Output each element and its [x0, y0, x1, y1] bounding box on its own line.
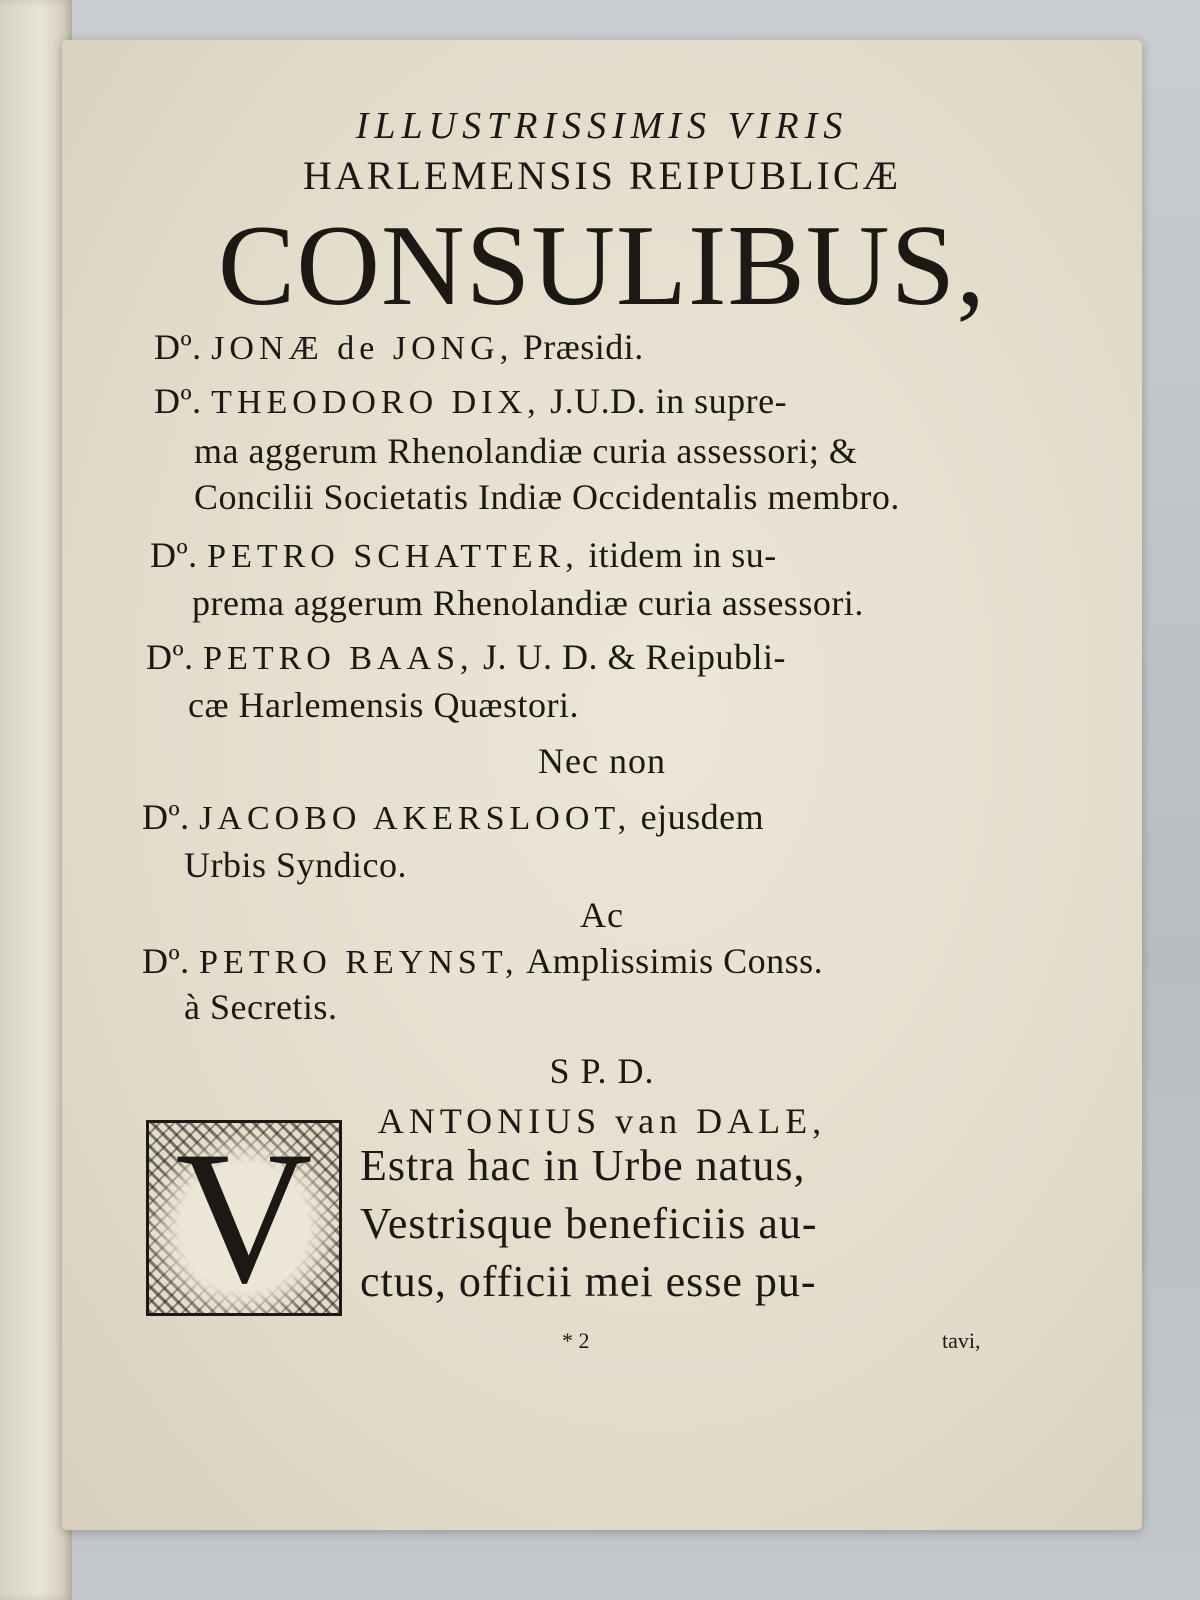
entry-name: PETRO BAAS,	[203, 640, 474, 677]
entry-baas	[146, 636, 786, 678]
entry-title: ejusdem	[631, 797, 765, 837]
entry-prefix: Dº.	[150, 535, 208, 575]
entry-name: PETRO SCHATTER,	[207, 538, 579, 575]
entry-akersloot-continuation-1: Urbis Syndico.	[184, 845, 407, 885]
entry-schatter-continuation-1: prema aggerum Rhenolandiæ curia assessori.	[192, 583, 864, 623]
body-line-1: Estra hac in Urbe natus,	[360, 1141, 806, 1190]
entry-prefix: Dº.	[154, 381, 212, 421]
author-name: ANTONIUS van DALE,	[377, 1101, 827, 1141]
entry-dix-continuation-1: ma aggerum Rhenolandiæ curia assessori; &	[194, 431, 858, 471]
entry-prefix: Dº.	[154, 327, 212, 367]
entry-baas-continuation-1: cæ Harlemensis Quæstori.	[188, 685, 579, 725]
entry-name: JACOBO AKERSLOOT,	[199, 800, 632, 837]
entry-schatter	[150, 534, 777, 576]
entry-reynst-continuation-1: à Secretis.	[184, 987, 338, 1027]
signature-mark: * 2	[562, 1328, 590, 1353]
nec-non: Nec non	[538, 741, 666, 781]
entry-title: Præsidi.	[513, 327, 644, 367]
entry-dix-continuation-2: Concilii Societatis Indiæ Occidentalis membro.	[194, 477, 900, 517]
decorated-initial	[146, 1113, 342, 1323]
entry-title: Amplissimis Conss.	[518, 941, 824, 981]
entry-name: PETRO REYNST,	[199, 944, 519, 981]
entry-prefix: Dº.	[146, 637, 204, 677]
entry-name: THEODORO DIX,	[211, 384, 541, 421]
heading-line-2: HARLEMENSIS REIPUBLICÆ	[302, 153, 902, 198]
entry-title: itidem in su-	[578, 535, 777, 575]
entry-prefix: Dº.	[142, 941, 200, 981]
entry-title: J. U. D. & Reipubli-	[473, 637, 787, 677]
entry-jong	[154, 326, 644, 368]
book-page	[62, 40, 1142, 1530]
ac: Ac	[580, 895, 624, 935]
entry-prefix: Dº.	[142, 797, 200, 837]
entry-reynst	[142, 940, 823, 982]
body-line-3: ctus, officii mei esse pu-	[360, 1257, 817, 1306]
entry-name: JONÆ de JONG,	[211, 330, 514, 367]
initial-letter: V	[149, 1123, 339, 1313]
catchword: tavi,	[942, 1328, 981, 1353]
heading-line-1: ILLUSTRISSIMIS VIRIS	[355, 105, 849, 147]
body-line-2: Vestrisque beneficiis au-	[360, 1199, 818, 1248]
salutation-spd: S P. D.	[549, 1051, 655, 1091]
page-title: CONSULIBUS,	[217, 202, 987, 330]
entry-title: J.U.D. in supre-	[540, 381, 788, 421]
entry-dix	[154, 380, 787, 422]
entry-akersloot	[142, 796, 764, 838]
